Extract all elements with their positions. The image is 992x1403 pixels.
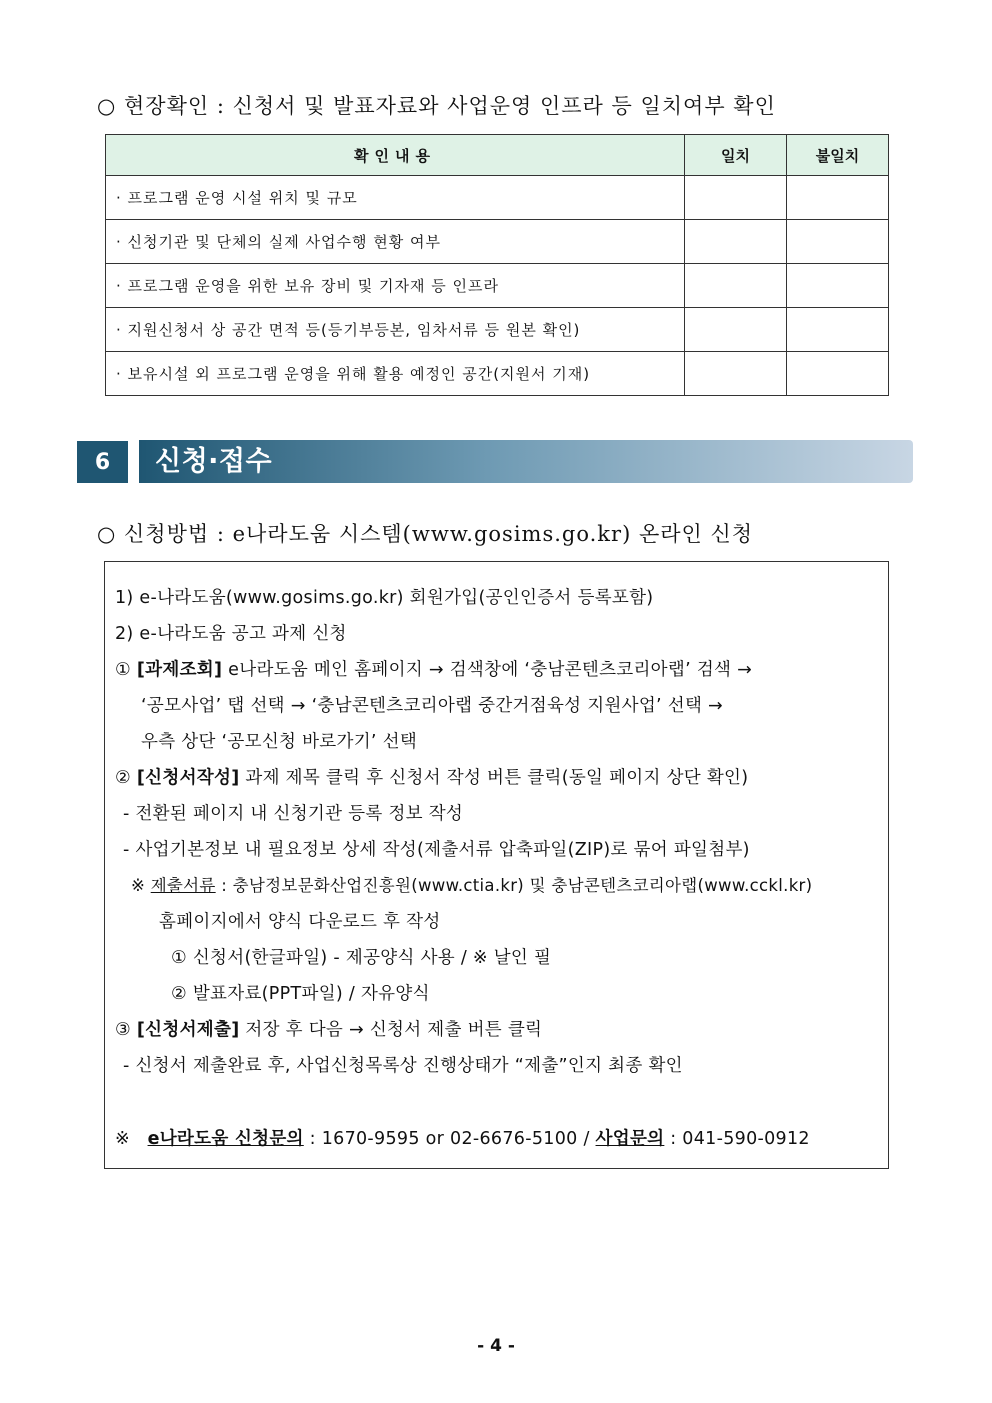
note-mark: ※ (131, 876, 146, 895)
document-item: ② 발표자료(PPT파일) / 자유양식 (171, 984, 430, 1004)
row-content: · 프로그램 운영을 위한 보유 장비 및 기자재 등 인프라 (106, 264, 685, 308)
header-match: 일치 (685, 135, 787, 176)
table-header-row (106, 135, 889, 176)
section-title-bar (139, 440, 913, 483)
contact-value-enara: : 1670-9595 or 02-6676-5100 / (309, 1129, 590, 1149)
step-label: [과제조회] (136, 660, 223, 680)
document-item: ① 신청서(한글파일) - 제공양식 사용 / ※ 날인 필 (171, 948, 552, 968)
step-label: [신청서제출] (136, 1020, 240, 1040)
step-mark: ② (115, 768, 131, 788)
table-row (106, 176, 889, 220)
nomatch-cell (787, 176, 889, 220)
step-text: 저장 후 다음 → 신청서 제출 버튼 클릭 (245, 1020, 543, 1040)
step-write (115, 764, 748, 789)
step-submit-detail: - 신청서 제출완료 후, 사업신청목록상 진행상태가 “제출”인지 최종 확인 (123, 1056, 683, 1076)
row-content: · 신청기관 및 단체의 실제 사업수행 현황 여부 (106, 220, 685, 264)
section-number: 6 (77, 441, 128, 483)
step-mark: ③ (115, 1020, 131, 1040)
nomatch-cell (787, 220, 889, 264)
page-number: - 4 - (477, 1336, 515, 1356)
match-cell (685, 220, 787, 264)
step-submit (115, 1016, 542, 1041)
row-content: · 보유시설 외 프로그램 운영을 위해 활용 예정인 공간(지원서 기재) (106, 352, 685, 396)
step-signup: 1) e-나라도움(www.gosims.go.kr) 회원가입(공인인증서 등록포함) (115, 588, 654, 608)
step-search-cont: ‘공모사업’ 탭 선택 → ‘충남콘텐츠코리아랩 중간거점육성 지원사업’ 선택 → (141, 696, 724, 716)
header-nomatch: 불일치 (787, 135, 889, 176)
row-content: · 프로그램 운영 시설 위치 및 규모 (106, 176, 685, 220)
step-text: e나라도움 메인 홈페이지 → 검색창에 ‘충남콘텐츠코리아랩’ 검색 → (228, 660, 753, 680)
nomatch-cell (787, 352, 889, 396)
contact-line (115, 1125, 810, 1150)
nomatch-cell (787, 264, 889, 308)
section-title: 신청·접수 (155, 446, 273, 477)
step-search-cont2: 우측 상단 ‘공모신청 바로가기’ 선택 (141, 732, 418, 752)
step-apply: 2) e-나라도움 공고 과제 신청 (115, 624, 347, 644)
method-heading: ○ 신청방법 : e나라도움 시스템(www.gosims.go.kr) 온라인 신청 (97, 522, 754, 546)
table-row (106, 264, 889, 308)
documents-note-cont: 홈페이지에서 양식 다운로드 후 작성 (159, 912, 441, 932)
application-steps-box (104, 561, 889, 1169)
contact-label-enara: e나라도움 신청문의 (147, 1129, 304, 1149)
table-row (106, 220, 889, 264)
contact-mark: ※ (115, 1129, 130, 1149)
header-content: 확인내용 (106, 135, 685, 176)
match-cell (685, 176, 787, 220)
step-text: 과제 제목 클릭 후 신청서 작성 버튼 클릭(동일 페이지 상단 확인) (245, 768, 749, 788)
note-text: : 충남정보문화산업진흥원(www.ctia.kr) 및 충남콘텐츠코리아랩(www.cckl.kr) (221, 876, 813, 895)
match-cell (685, 352, 787, 396)
contact-value-business: : 041-590-0912 (670, 1129, 810, 1149)
table-row (106, 352, 889, 396)
contact-label-business: 사업문의 (595, 1129, 665, 1149)
step-label: [신청서작성] (136, 768, 240, 788)
documents-note (131, 872, 812, 896)
step-write-detail: - 전환된 페이지 내 신청기관 등록 정보 작성 (123, 804, 464, 824)
step-mark: ① (115, 660, 131, 680)
note-label: 제출서류 (150, 876, 216, 895)
step-search (115, 656, 752, 681)
nomatch-cell (787, 308, 889, 352)
step-write-detail: - 사업기본정보 내 필요정보 상세 작성(제출서류 압축파일(ZIP)로 묶어 파일첨부) (123, 840, 750, 860)
match-cell (685, 308, 787, 352)
row-content: · 지원신청서 상 공간 면적 등(등기부등본, 임차서류 등 원본 확인) (106, 308, 685, 352)
site-check-table (105, 134, 889, 396)
site-check-heading: ○ 현장확인 : 신청서 및 발표자료와 사업운영 인프라 등 일치여부 확인 (97, 94, 776, 118)
match-cell (685, 264, 787, 308)
table-row (106, 308, 889, 352)
